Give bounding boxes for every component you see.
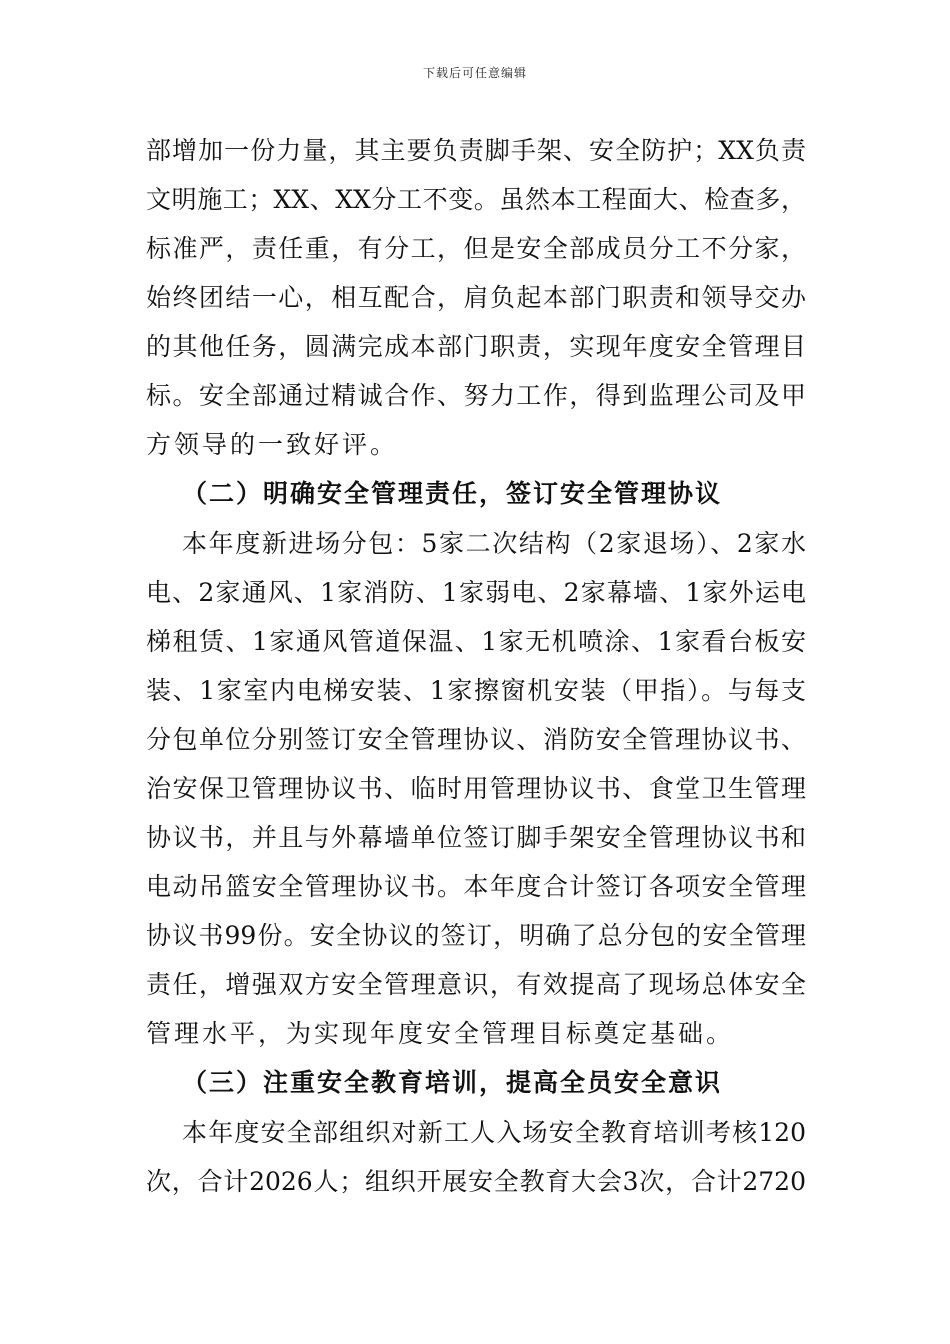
section-heading-3: （三）注重安全教育培训，提高全员安全意识 [182, 1068, 723, 1097]
section-heading-2: （二）明确安全管理责任，签订安全管理协议 [182, 479, 723, 508]
paragraph-line: 部增加一份力量，其主要负责脚手架、安全防护；XX负责 [146, 136, 806, 165]
paragraph-line: 文明施工；XX、XX分工不变。虽然本工程面大、检查多， [146, 185, 806, 214]
paragraph-line: 次，合计2026人；组织开展安全教育大会3次，合计2720 [146, 1167, 806, 1196]
paragraph-line: 协议书99份。安全协议的签订，明确了总分包的安全管理 [146, 921, 806, 950]
document-body [146, 126, 806, 1206]
paragraph-line: 梯租赁、1家通风管道保温、1家无机喷涂、1家看台板安 [146, 627, 806, 656]
paragraph-line: 协议书，并且与外幕墙单位签订脚手架安全管理协议书和 [146, 823, 806, 852]
paragraph-line: 治安保卫管理协议书、临时用管理协议书、食堂卫生管理 [146, 774, 806, 803]
paragraph-line: 标准严，责任重，有分工，但是安全部成员分工不分家， [146, 234, 806, 263]
paragraph-line: 方领导的一致好评。 [146, 430, 399, 459]
paragraph-line: 本年度新进场分包：5家二次结构（2家退场）、2家水 [182, 529, 806, 558]
paragraph-line: 本年度安全部组织对新工人入场安全教育培训考核120 [182, 1118, 806, 1147]
paragraph-line: 管理水平，为实现年度安全管理目标奠定基础。 [146, 1019, 735, 1048]
paragraph-line: 标。安全部通过精诚合作、努力工作，得到监理公司及甲 [146, 381, 806, 410]
paragraph-line: 电、2家通风、1家消防、1家弱电、2家幕墙、1家外运电 [146, 578, 806, 607]
paragraph-line: 的其他任务，圆满完成本部门职责，实现年度安全管理目 [146, 332, 806, 361]
paragraph-line: 始终团结一心，相互配合，肩负起本部门职责和领导交办 [146, 283, 806, 312]
page-header: 下载后可任意编辑 [422, 66, 527, 80]
paragraph-line: 电动吊篮安全管理协议书。本年度合计签订各项安全管理 [146, 872, 806, 901]
paragraph-line: 分包单位分别签订安全管理协议、消防安全管理协议书、 [146, 725, 806, 754]
paragraph-line: 装、1家室内电梯安装、1家擦窗机安装（甲指）。与每支 [146, 676, 806, 705]
paragraph-line: 责任，增强双方安全管理意识，有效提高了现场总体安全 [146, 970, 806, 999]
